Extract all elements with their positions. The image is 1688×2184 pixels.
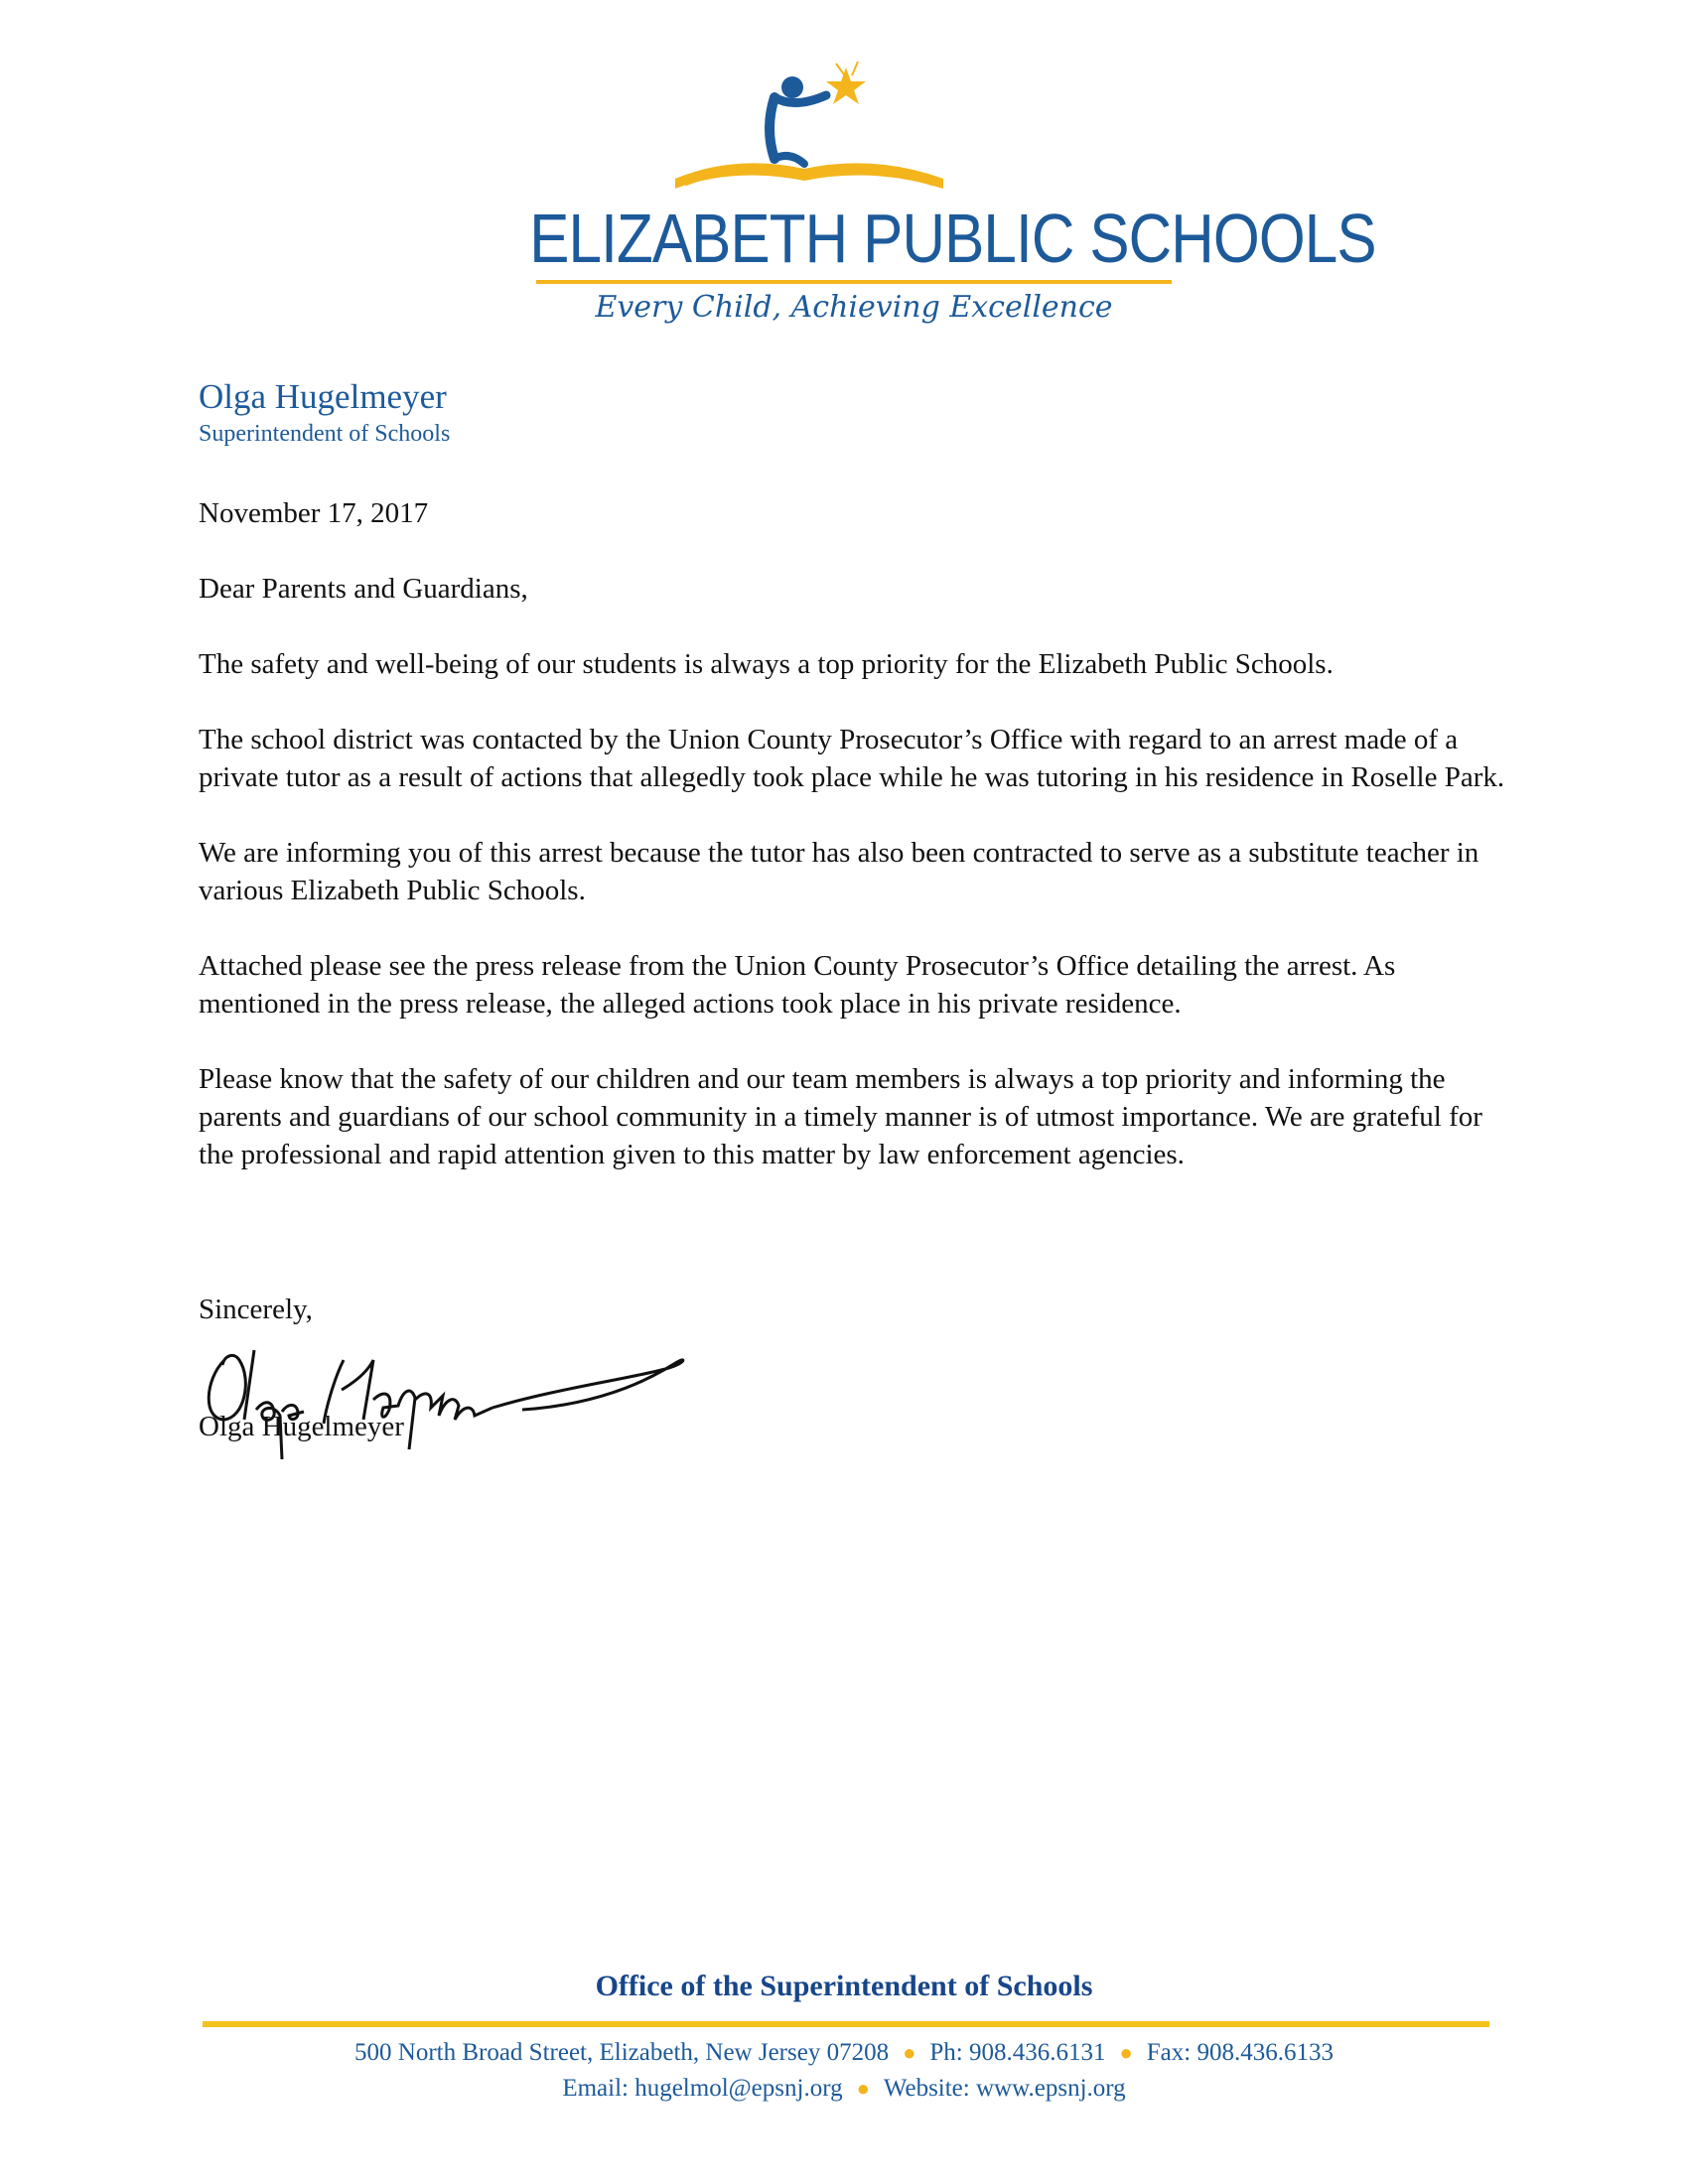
bullet-icon: ●	[856, 2076, 870, 2101]
footer-email[interactable]: Email: hugelmol@epsnj.org	[562, 2075, 843, 2102]
footer-divider	[203, 2021, 1489, 2027]
letter-date: November 17, 2017	[199, 497, 429, 529]
salutation: Dear Parents and Guardians,	[199, 573, 528, 605]
footer-website[interactable]: Website: www.epsnj.org	[883, 2075, 1126, 2102]
paragraph-5: Please know that the safety of our children and our team members is always a top priority and informing the parents and guardians of our school community in a timely manner is of utmost importance. We are grateful for the professional and rapid attention given to this matter by law enforcement agencies.	[199, 1063, 1482, 1170]
paragraph-1: The safety and well-being of our students is always a top priority for the Elizabeth Public Schools.	[199, 648, 1334, 680]
organization-name: ELIZABETH PUBLIC SCHOOLS	[529, 200, 1376, 277]
closing: Sincerely,	[199, 1294, 313, 1325]
bullet-icon: ●	[903, 2040, 916, 2065]
sender-title: Superintendent of Schools	[199, 421, 451, 447]
sender-name: Olga Hugelmeyer	[199, 377, 447, 416]
footer-contact-line-1	[0, 2039, 1688, 2067]
logo-divider	[536, 280, 1172, 284]
signed-name: Olga Hugelmeyer	[199, 1411, 404, 1442]
footer-fax: Fax: 908.436.6133	[1146, 2039, 1334, 2066]
footer-contact-line-2	[0, 2075, 1688, 2103]
paragraph-2: The school district was contacted by the Union County Prosecutor’s Office with regard to an arrest made of a private tutor as a result of actions that allegedly took place while he was tutoring in his residence in Roselle Park.	[199, 724, 1505, 793]
paragraph-3: We are informing you of this arrest because the tutor has also been contracted to serve as a substitute teacher in various Elizabeth Public Schools.	[199, 837, 1479, 906]
bullet-icon: ●	[1119, 2040, 1133, 2065]
organization-tagline: Every Child, Achieving Excellence	[595, 290, 1113, 325]
paragraph-4: Attached please see the press release from the Union County Prosecutor’s Office detailing the arrest. As mentioned in the press release, the alleged actions took place in his private residence.	[199, 950, 1396, 1020]
letter-body	[199, 494, 1509, 1211]
book-and-child-icon	[477, 60, 1231, 199]
footer-address: 500 North Broad Street, Elizabeth, New Jersey 07208	[354, 2039, 890, 2066]
district-logo	[477, 60, 1376, 357]
footer-phone: Ph: 908.436.6131	[929, 2039, 1106, 2066]
footer-office-title: Office of the Superintendent of Schools	[595, 1970, 1093, 2002]
